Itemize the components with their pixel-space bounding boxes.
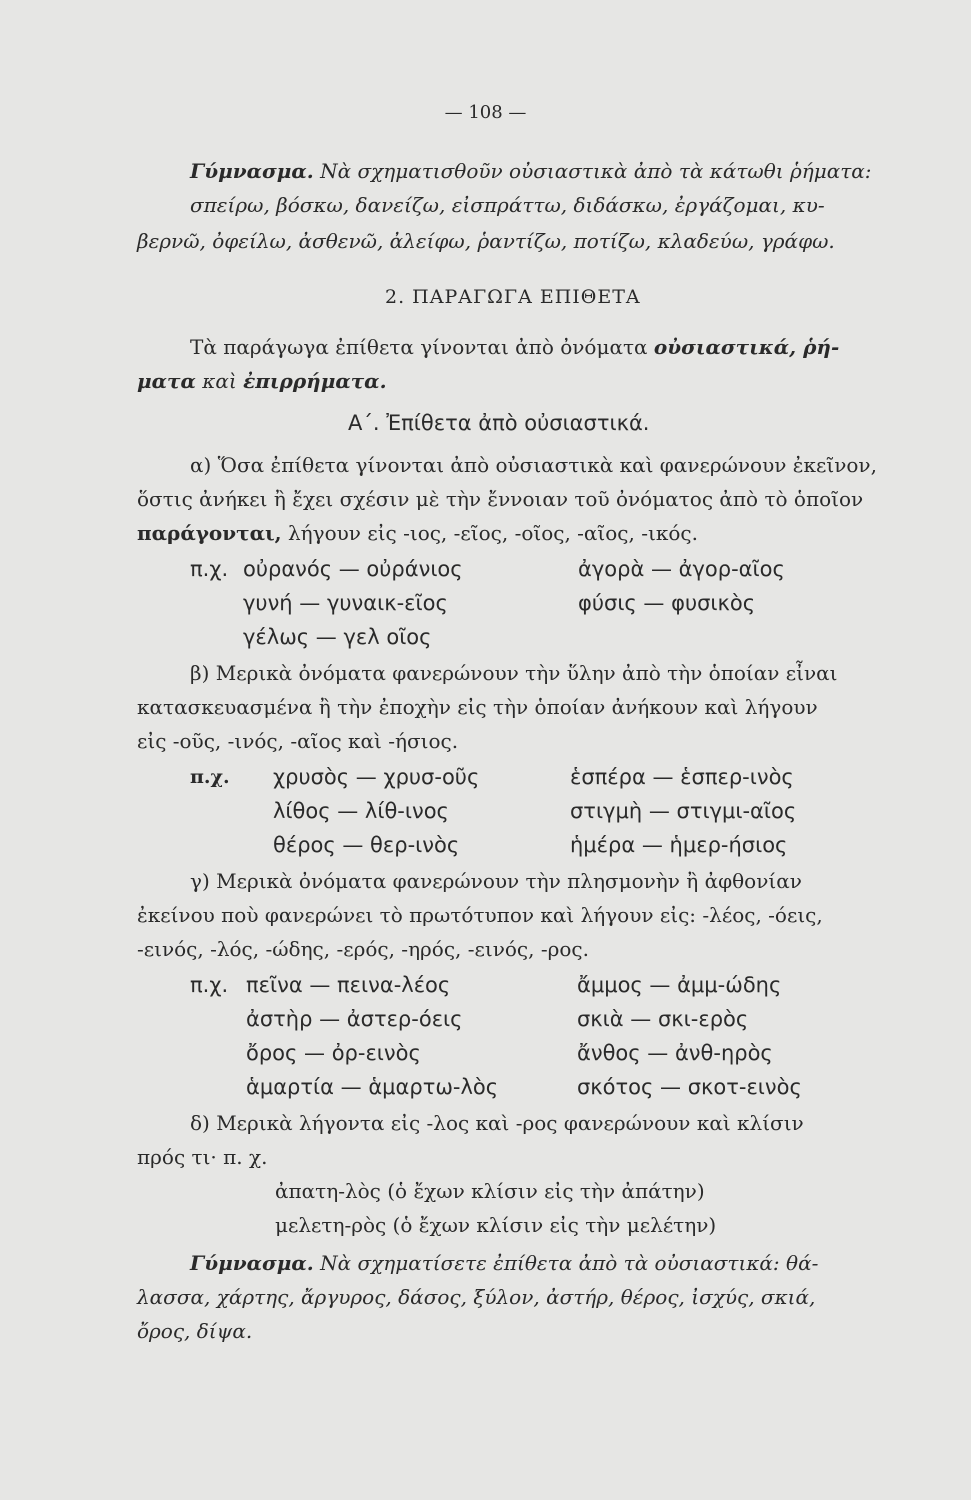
para-a-endings: λήγουν εἰς -ιος, -εῖος, -οῖος, -αῖος, -ικός. bbox=[288, 521, 698, 545]
para-d-line-1: δ) Μερικὰ λήγοντα εἰς -λος καὶ -ρος φανερώνουν καὶ κλίσιν bbox=[190, 1111, 804, 1135]
examples-a-left-3: γέλως — γελ οῖος bbox=[243, 625, 432, 649]
section-heading: 2. ΠΑΡΑΓΩΓΑ ΕΠΙΘΕΤΑ bbox=[385, 286, 641, 308]
para-c-line-3: -εινός, -λός, -ώδης, -ερός, -ηρός, -εινός, -ρος. bbox=[137, 937, 589, 961]
examples-a-left-1: οὐρανός — οὐράνιος bbox=[243, 557, 463, 581]
exercise-2-line-2: λασσα, χάρτης, ἄργυρος, δάσος, ξύλον, ἀστήρ, θέρος, ἰσχύς, σκιά, bbox=[137, 1285, 816, 1309]
examples-c-label: π.χ. bbox=[190, 973, 229, 997]
examples-c-left-1: πεῖνα — πεινα-λέος bbox=[246, 973, 451, 997]
intro-emphasis-3: ἐπιρρήματα. bbox=[243, 369, 387, 393]
examples-c-left-2: ἀστὴρ — ἀστερ-όεις bbox=[246, 1007, 463, 1031]
exercise-1-label: Γύμνασμα. bbox=[190, 159, 314, 183]
examples-c-left-4: ἁμαρτία — ἁμαρτω-λὸς bbox=[246, 1075, 499, 1099]
para-a-line-2: ὅστις ἀνήκει ἢ ἔχει σχέσιν μὲ τὴν ἔννοιαν τοῦ ὀνόματος ἀπὸ τὸ ὁποῖον bbox=[137, 487, 864, 511]
examples-b-left-1: χρυσὸς — χρυσ-οῦς bbox=[273, 765, 480, 789]
examples-a-right-2: φύσις — φυσικὸς bbox=[578, 591, 756, 615]
exercise-1-line-3: βερνῶ, ὀφείλω, ἀσθενῶ, ἀλείφω, ῥαντίζω, ποτίζω, κλαδεύω, γράφω. bbox=[137, 229, 835, 253]
examples-c-right-4: σκότος — σκοτ-εινὸς bbox=[577, 1075, 802, 1099]
para-a-bold: παράγονται, bbox=[137, 521, 282, 545]
intro-line-1 bbox=[190, 334, 839, 360]
exercise-1-line-2: σπείρω, βόσκω, δανείζω, εἰσπράττω, διδάσκω, ἐργάζομαι, κυ- bbox=[190, 193, 825, 217]
examples-c-right-2: σκιὰ — σκι-ερὸς bbox=[577, 1007, 749, 1031]
para-d-example-2: μελετη-ρὸς (ὁ ἔχων κλίσιν εἰς τὴν μελέτην) bbox=[275, 1213, 717, 1237]
exercise-2-text: Νὰ σχηματίσετε ἐπίθετα ἀπὸ τὰ οὐσιαστικά: θά- bbox=[320, 1251, 819, 1275]
subheading-a: Α΄. Ἐπίθετα ἀπὸ οὐσιαστικά. bbox=[348, 411, 650, 435]
para-a-line-1: α) Ὅσα ἐπίθετα γίνονται ἀπὸ οὐσιαστικὰ καὶ φανερώνουν ἐκεῖνον, bbox=[190, 453, 877, 477]
examples-c-right-3: ἄνθος — ἀνθ-ηρὸς bbox=[577, 1041, 773, 1065]
para-c-line-2: ἐκείνου ποὺ φανερώνει τὸ πρωτότυπον καὶ λήγουν εἰς: -λέος, -όεις, bbox=[137, 903, 823, 927]
para-d-line-2: πρός τι· π. χ. bbox=[137, 1145, 268, 1169]
intro-emphasis-2: ματα bbox=[137, 369, 196, 393]
exercise-1-line-1 bbox=[190, 158, 872, 184]
examples-a-label: π.χ. bbox=[190, 557, 229, 581]
examples-b-right-1: ἑσπέρα — ἑσπερ-ινὸς bbox=[570, 765, 794, 789]
exercise-1-text: Νὰ σχηματισθοῦν οὐσιαστικὰ ἀπὸ τὰ κάτωθι ῥήματα: bbox=[320, 159, 872, 183]
examples-b-right-2: στιγμὴ — στιγμι-αῖος bbox=[570, 799, 797, 823]
examples-b-left-2: λίθος — λίθ-ινος bbox=[273, 799, 449, 823]
examples-c-left-3: ὄρος — ὀρ-εινὸς bbox=[246, 1041, 421, 1065]
exercise-2-line-1 bbox=[190, 1250, 818, 1276]
page-number: — 108 — bbox=[444, 102, 527, 123]
examples-b-left-3: θέρος — θερ-ινὸς bbox=[273, 833, 460, 857]
intro-line-2 bbox=[137, 368, 387, 394]
exercise-2-line-3: ὄρος, δίψα. bbox=[137, 1319, 253, 1343]
examples-b-right-3: ἡμέρα — ἡμερ-ήσιος bbox=[570, 833, 788, 857]
intro-and: καὶ bbox=[202, 369, 237, 393]
para-d-example-1: ἀπατη-λὸς (ὁ ἔχων κλίσιν εἰς τὴν ἀπάτην) bbox=[275, 1179, 705, 1203]
para-a-line-3 bbox=[137, 520, 698, 546]
para-b-line-2: κατασκευασμένα ἢ τὴν ἐποχὴν εἰς τὴν ὁποίαν ἀνήκουν καὶ λήγουν bbox=[137, 695, 818, 719]
para-b-line-3: εἰς -οῦς, -ινός, -αῖος καὶ -ήσιος. bbox=[137, 729, 459, 753]
para-c-line-1: γ) Μερικὰ ὀνόματα φανερώνουν τὴν πλησμονὴν ἢ ἀφθονίαν bbox=[190, 869, 802, 893]
intro-text-1: Τὰ παράγωγα ἐπίθετα γίνονται ἀπὸ ὀνόματα bbox=[190, 335, 648, 359]
intro-emphasis-1: οὐσιαστικά, ῥή- bbox=[653, 335, 840, 359]
para-b-line-1: β) Μερικὰ ὀνόματα φανερώνουν τὴν ὕλην ἀπὸ τὴν ὁποίαν εἶναι bbox=[190, 661, 838, 685]
examples-a-right-1: ἀγορὰ — ἀγορ-αῖος bbox=[578, 557, 785, 581]
examples-b-label: π.χ. bbox=[190, 766, 230, 788]
exercise-2-label: Γύμνασμα. bbox=[190, 1251, 314, 1275]
examples-c-right-1: ἄμμος — ἀμμ-ώδης bbox=[577, 973, 782, 997]
examples-a-left-2: γυνή — γυναικ-εῖος bbox=[243, 591, 448, 615]
